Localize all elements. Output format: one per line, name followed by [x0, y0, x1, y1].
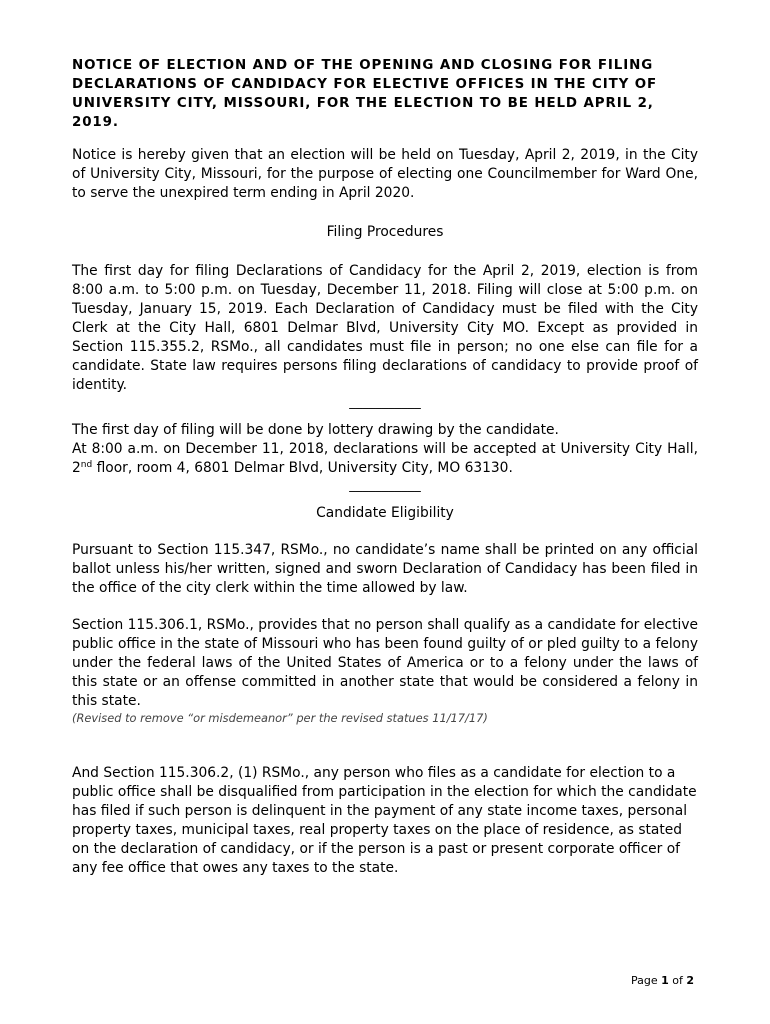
- eligibility-paragraph-1: Pursuant to Section 115.347, RSMo., no candidate’s name shall be printed on any official ballot unless his/her written, signed and sworn Declaration of Candidacy has been filed in the office of the city clerk within the time allowed by law.: [72, 542, 698, 596]
- separator-line: ___________: [349, 395, 421, 410]
- eligibility-paragraph-3: And Section 115.306.2, (1) RSMo., any person who files as a candidate for election to a public office shall be disqualified from participation in the election for which the candidate has filed if such person is delinquent in the payment of any state income taxes, personal property taxes, municipal taxes, real property taxes on the place of residence, as stated on the declaration of candidacy, or if the person is a past or present corporate officer of any fee office that owes any taxes to the state.: [72, 765, 697, 876]
- page-number: Page 1 of 2: [631, 974, 695, 987]
- intro-paragraph: Notice is hereby given that an election will be held on Tuesday, April 2, 2019, in the City of University City, Missouri, for the purpose of electing one Councilmember for Ward One, to serve the unexpired term ending in April 2020.: [72, 147, 698, 201]
- lottery-line: The first day of filing will be done by lottery drawing by the candidate.: [72, 422, 559, 438]
- document-body: [72, 56, 698, 878]
- separator-line: ___________: [349, 478, 421, 493]
- candidate-eligibility-heading: Candidate Eligibility: [316, 505, 454, 521]
- acceptance-line: At 8:00 a.m. on December 11, 2018, declarations will be accepted at University City Hall, 2nd floor, room 4, 6801 Delmar Blvd, University City, MO 63130.: [72, 441, 698, 476]
- revision-note: (Revised to remove “or misdemeanor” per the revised statues 11/17/17): [72, 711, 488, 725]
- filing-procedures-heading: Filing Procedures: [326, 224, 444, 240]
- eligibility-paragraph-2: Section 115.306.1, RSMo., provides that no person shall qualify as a candidate for elective public office in the state of Missouri who has been found guilty of or pled guilty to a felony under the federal laws of the United States of America or to a felony under the laws of this state or an offense committed in another state that would be considered a felony in this state.: [72, 617, 698, 709]
- filing-paragraph: The first day for filing Declarations of Candidacy for the April 2, 2019, election is from 8:00 a.m. to 5:00 p.m. on Tuesday, December 11, 2018. Filing will close at 5:00 p.m. on Tuesday, January 15, 2019. Each Declaration of Candidacy must be filed with the City Clerk at the City Hall, 6801 Delmar Blvd, University City MO. Except as provided in Section 115.355.2, RSMo., all candidates must file in person; no one else can file for a candidate. State law requires persons filing declarations of candidacy to provide proof of identity.: [72, 263, 698, 393]
- notice-title: NOTICE OF ELECTION AND OF THE OPENING AND CLOSING FOR FILING DECLARATIONS OF CANDIDACY FOR ELECTIVE OFFICES IN THE CITY OF UNIVERSITY CITY, MISSOURI, FOR THE ELECTION TO BE HELD APRIL 2, 2019.: [72, 58, 658, 130]
